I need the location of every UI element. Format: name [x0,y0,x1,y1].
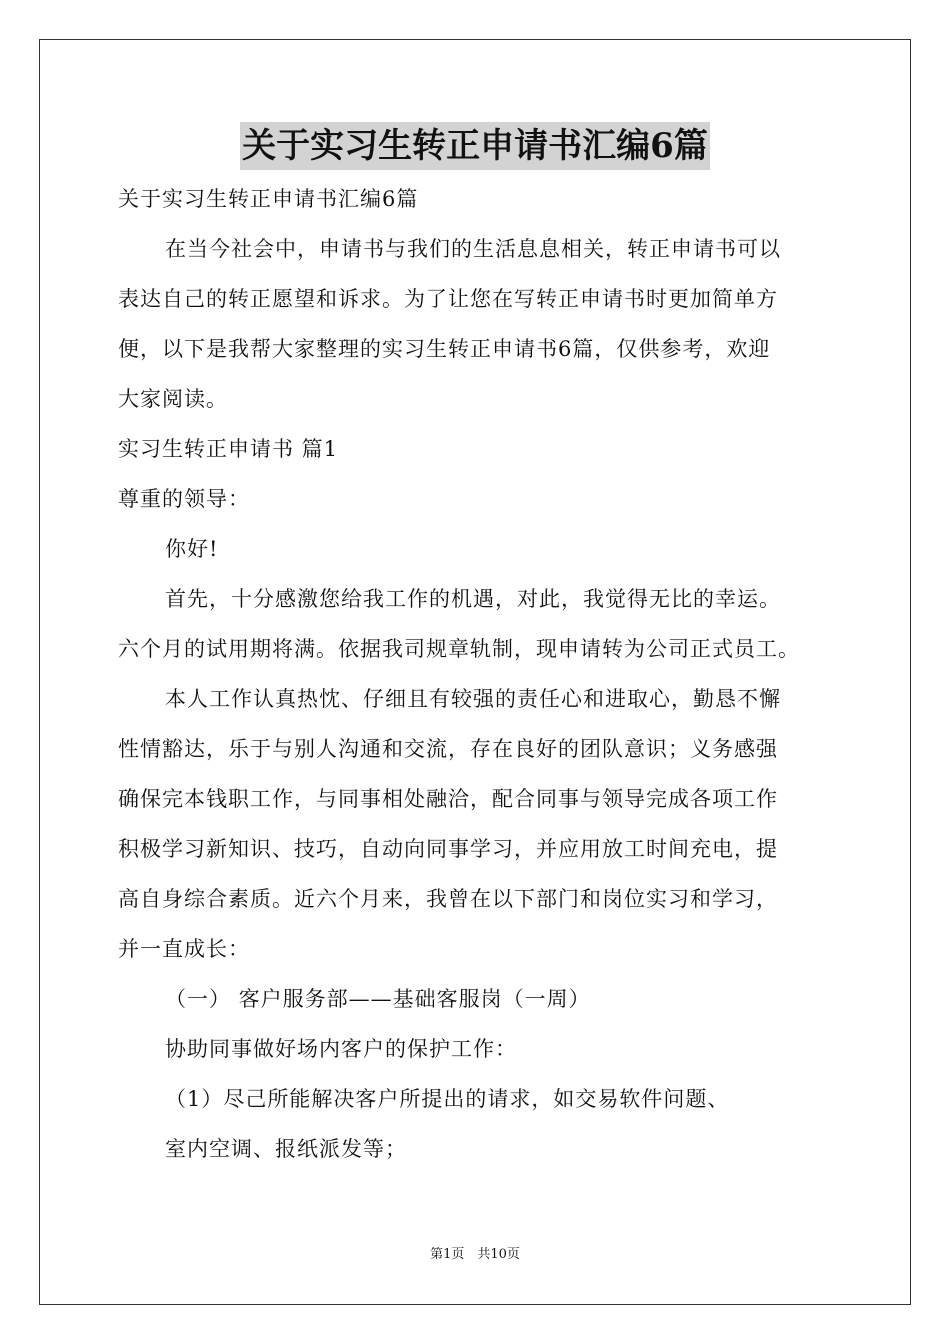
subtitle-line: 关于实习生转正申请书汇编6篇 [118,187,419,211]
paragraph-line: 在当今社会中，申请书与我们的生活息息相关，转正申请书可以 [165,237,781,261]
title-container [0,122,950,170]
page-border [39,39,911,1305]
paragraph-line: 积极学习新知识、技巧，自动向同事学习，并应用放工时间充电，提 [118,837,778,861]
paragraph-line: 表达自己的转正愿望和诉求。为了让您在写转正申请书时更加简单方 [118,287,778,311]
paragraph-line: 性情豁达，乐于与别人沟通和交流，存在良好的团队意识；义务感强 [118,737,778,761]
subsection-heading: （一） 客户服务部——基础客服岗（一周） [165,987,591,1011]
greeting: 你好! [165,537,219,561]
paragraph-line: 高自身综合素质。近六个月来，我曾在以下部门和岗位实习和学习， [118,887,778,911]
document-title: 关于实习生转正申请书汇编6篇 [240,122,710,170]
paragraph-line: 协助同事做好场内客户的保护工作： [165,1037,517,1061]
salutation: 尊重的领导： [118,487,250,511]
paragraph-line: 大家阅读。 [118,387,228,411]
page-footer: 第1页 共10页 [430,1247,520,1262]
paragraph-line: 确保完本钱职工作，与同事相处融洽，配合同事与领导完成各项工作 [118,787,778,811]
paragraph-line: 六个月的试用期将满。依据我司规章轨制，现申请转为公司正式员工。 [118,637,800,661]
paragraph-line: 首先，十分感激您给我工作的机遇，对此，我觉得无比的幸运。 [165,587,781,611]
section-heading: 实习生转正申请书 篇1 [118,437,339,461]
paragraph-line: 便，以下是我帮大家整理的实习生转正申请书6篇，仅供参考，欢迎 [118,337,771,361]
paragraph-line: 本人工作认真热忱、仔细且有较强的责任心和进取心，勤恳不懈 [165,687,781,711]
list-item: （1）尽己所能解决客户所提出的请求，如交易软件问题、 [165,1087,730,1111]
list-item-continuation: 室内空调、报纸派发等； [165,1137,407,1161]
paragraph-line: 并一直成长： [118,937,250,961]
